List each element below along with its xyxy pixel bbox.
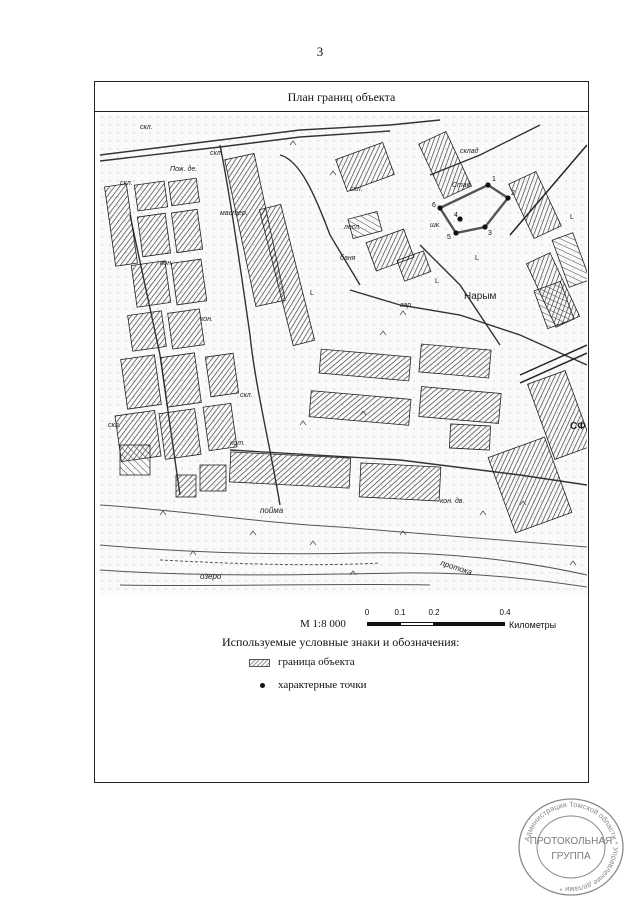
scale-tick: 0.2 [428,608,440,617]
map-label: L [570,214,574,221]
point-number: 1 [492,176,496,183]
map-label: скл. [108,422,121,429]
map-label: Стад. [452,182,473,189]
map-label: скл. [120,180,133,187]
page-number: 3 [316,44,324,59]
point-number: 2 [511,190,515,197]
map-label: скл. [140,124,153,131]
scale-tick: 0 [364,608,370,617]
map-label: кон. [200,316,213,323]
point-number: 5 [447,234,451,241]
map-label: склад [460,148,479,155]
scale-tick: 0.1 [394,608,406,617]
scale-segment [433,622,505,626]
map-image [100,115,587,595]
scale-label: М 1:8 000 [300,618,346,630]
scale-bar [300,606,580,636]
official-stamp [515,797,627,897]
map-label: озеро [200,572,222,581]
stamp-line2: ГРУППА [551,851,591,862]
map-label: СФ [570,421,586,432]
scale-segment [400,622,434,626]
map-label: скл. [240,392,253,399]
boundary-swatch-icon [249,659,270,667]
map-label: L [310,290,314,297]
map-label: кот. [230,440,245,447]
town-label: Нарым [464,291,497,302]
map-label: Пож. де. [170,166,198,173]
map-label: лесп. [344,224,362,231]
map-label: баня [340,255,356,262]
map-label: кон. дв. [440,498,465,505]
point-number: 6 [432,202,436,209]
map-label: пойма [260,506,284,515]
map-label: L [435,278,439,285]
legend-item-boundary: граница объекта [278,656,355,668]
map-label: шк. [430,222,442,229]
point-number: 4 [454,212,458,219]
map-label: мастер. [220,210,248,217]
stamp-line1: ПРОТОКОЛЬНАЯ [529,836,613,847]
point-number: 3 [488,230,492,237]
map-label: скл. [210,150,223,157]
legend-item-points: характерные точки [278,679,367,691]
map-label: L [475,255,479,262]
point-dot-icon [260,683,265,688]
scale-segment [367,622,401,626]
scale-tick: 0.4 [499,608,511,617]
scale-unit: Километры [509,620,557,630]
legend-title: Используемые условные знаки и обозначения: [222,635,460,649]
map-label: протока [439,558,474,577]
map-label: скл. [350,186,363,193]
map-title: План границ объекта [95,82,588,112]
map-label: гар. [400,302,414,309]
stamp-ring-text: Администрация Томской области * Управление делами * [522,799,621,895]
map-label: кон. [160,260,173,267]
